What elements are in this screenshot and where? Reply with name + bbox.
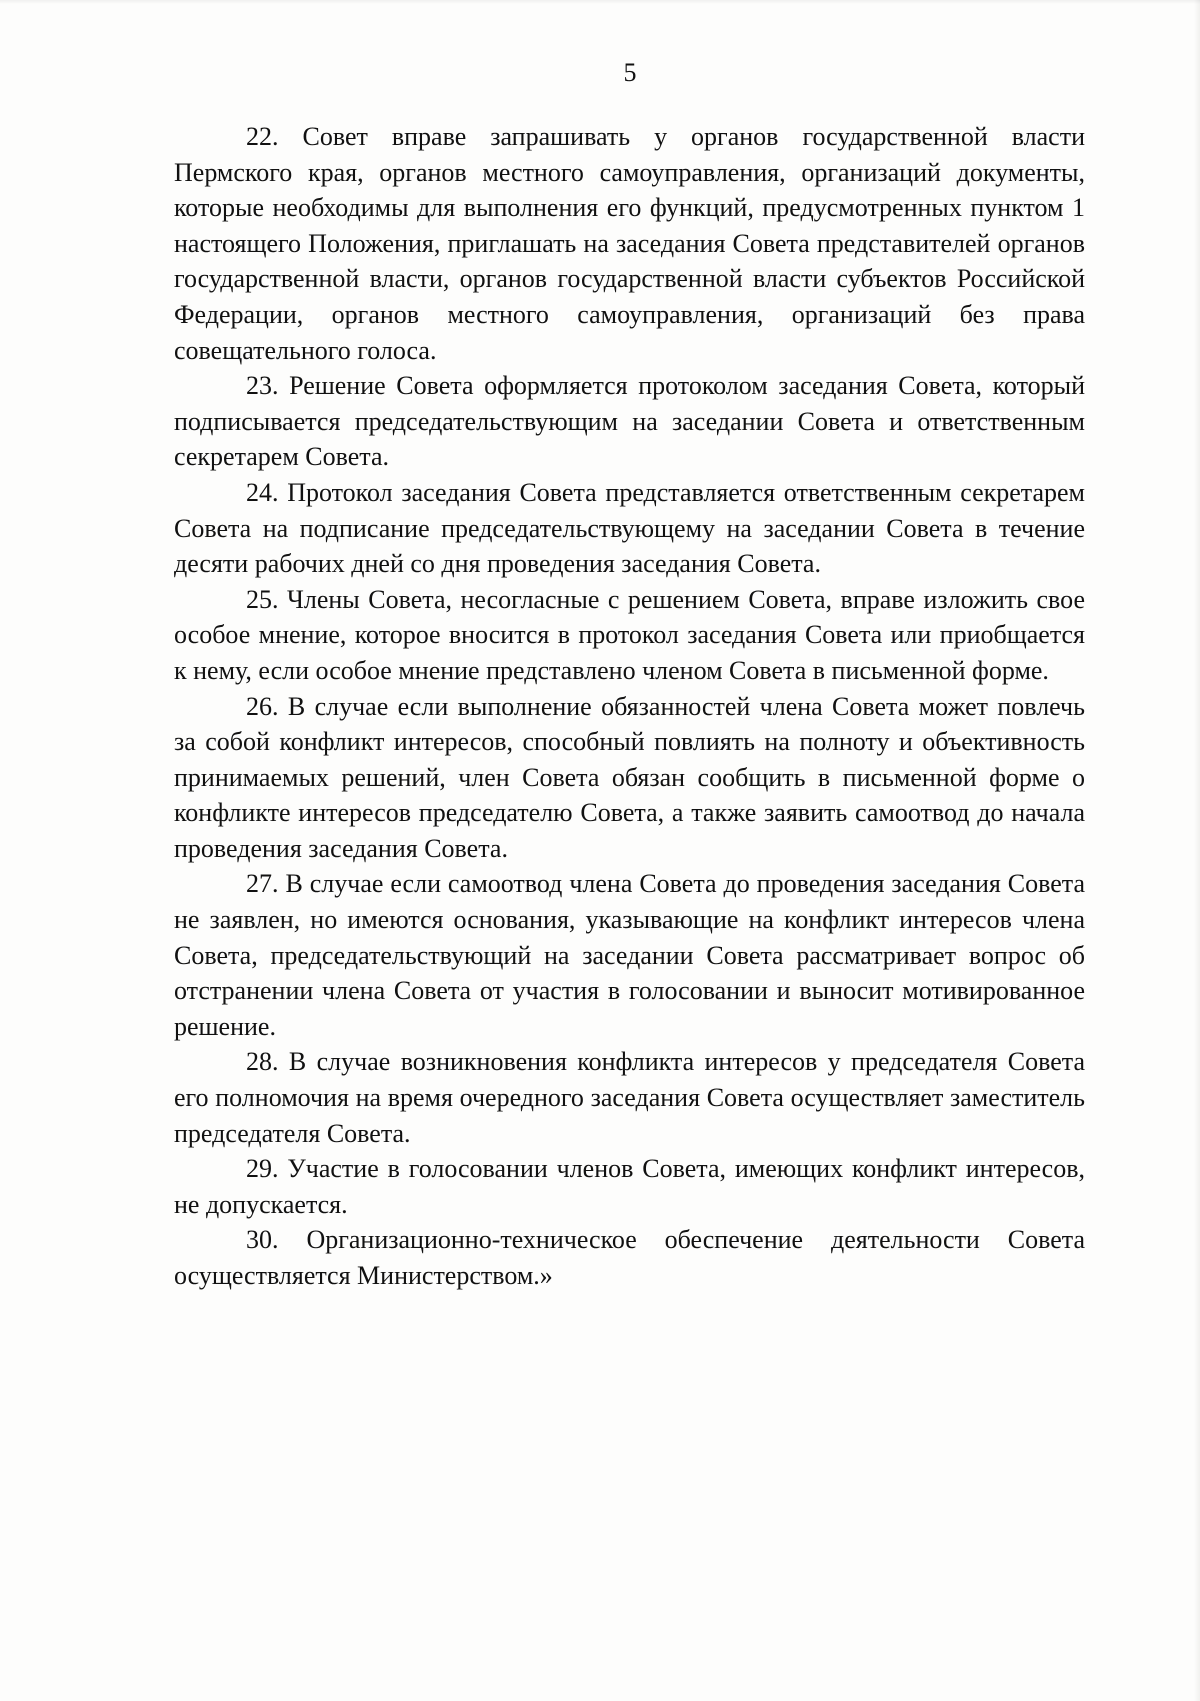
scan-shadow-top xyxy=(0,0,1200,4)
paragraph-number: 27. xyxy=(246,869,279,899)
paragraph-text: Участие в голосовании членов Совета, имеющих конфликт интересов, не допускается. xyxy=(174,1154,1086,1219)
paragraph-text: Решение Совета оформляется протоколом заседания Совета, который подписывается председательствующим на заседании Совета и ответственным секретарем Совета. xyxy=(174,371,1085,472)
paragraph-text: В случае возникновения конфликта интересов у председателя Совета его полномочия на время очередного заседания Совета осуществляет заместитель председателя Совета. xyxy=(174,1047,1085,1148)
paragraph-26 xyxy=(174,689,1085,867)
paragraph-text: В случае если самоотвод члена Совета до проведения заседания Совета не заявлен, но имеются основания, указывающие на конфликт интересов члена Совета, председательствующий на заседании Совета рассматривает вопрос об отстранении члена Совета от участия в голосовании и выносит мотивированное решение. xyxy=(174,869,1086,1041)
paragraph-number: 30. xyxy=(246,1225,279,1255)
paragraph-text: Протокол заседания Совета представляется ответственным секретарем Совета на подписание председательствующему на заседании Совета в течение десяти рабочих дней со дня проведения заседания Совета. xyxy=(174,477,1085,579)
paragraph-27 xyxy=(174,866,1085,1044)
paragraph-number: 22. xyxy=(246,122,279,151)
paragraph-25 xyxy=(174,582,1085,689)
paragraph-28 xyxy=(174,1044,1085,1151)
paragraph-number: 25. xyxy=(246,584,279,614)
paragraph-30 xyxy=(174,1222,1085,1293)
paragraph-number: 28. xyxy=(246,1047,279,1077)
paragraph-23 xyxy=(174,368,1085,475)
document-body xyxy=(174,119,1085,1294)
paragraph-text: Члены Совета, несогласные с решением Совета, вправе изложить свое особое мнение, которое вносится в протокол заседания Совета или приобщается к нему, если особое мнение представлено членом Совета в письменной форме. xyxy=(174,584,1086,685)
paragraph-text: Совет вправе запрашивать у органов государственной власти Пермского края, органов местного самоуправления, организаций документы, которые необходимы для выполнения его функций, предусмотренных пунктом 1 настоящего Положения, приглашать на заседания Совета представителей органов государственной власти, органов государственной власти субъектов Российской Федерации, органов местного самоуправления, организаций без права совещательного голоса. xyxy=(174,122,1085,365)
paragraph-29 xyxy=(174,1151,1085,1222)
paragraph-number: 24. xyxy=(246,477,279,507)
paragraph-text: Организационно-техническое обеспечение деятельности Совета осуществляется Министерством.» xyxy=(174,1225,1086,1290)
paragraph-text: В случае если выполнение обязанностей члена Совета может повлечь за собой конфликт интересов, способный повлиять на полноту и объективность принимаемых решений, член Совета обязан сообщить в письменной форме о конфликте интересов председателю Совета, а также заявить самоотвод до начала проведения заседания Совета. xyxy=(174,691,1085,863)
paragraph-22 xyxy=(174,119,1085,368)
page-number: 5 xyxy=(623,58,637,87)
paragraph-number: 29. xyxy=(246,1154,279,1184)
paragraph-24 xyxy=(174,475,1085,582)
paragraph-number: 26. xyxy=(246,691,279,721)
scan-shadow-right xyxy=(1194,0,1200,1701)
paragraph-number: 23. xyxy=(246,371,279,401)
